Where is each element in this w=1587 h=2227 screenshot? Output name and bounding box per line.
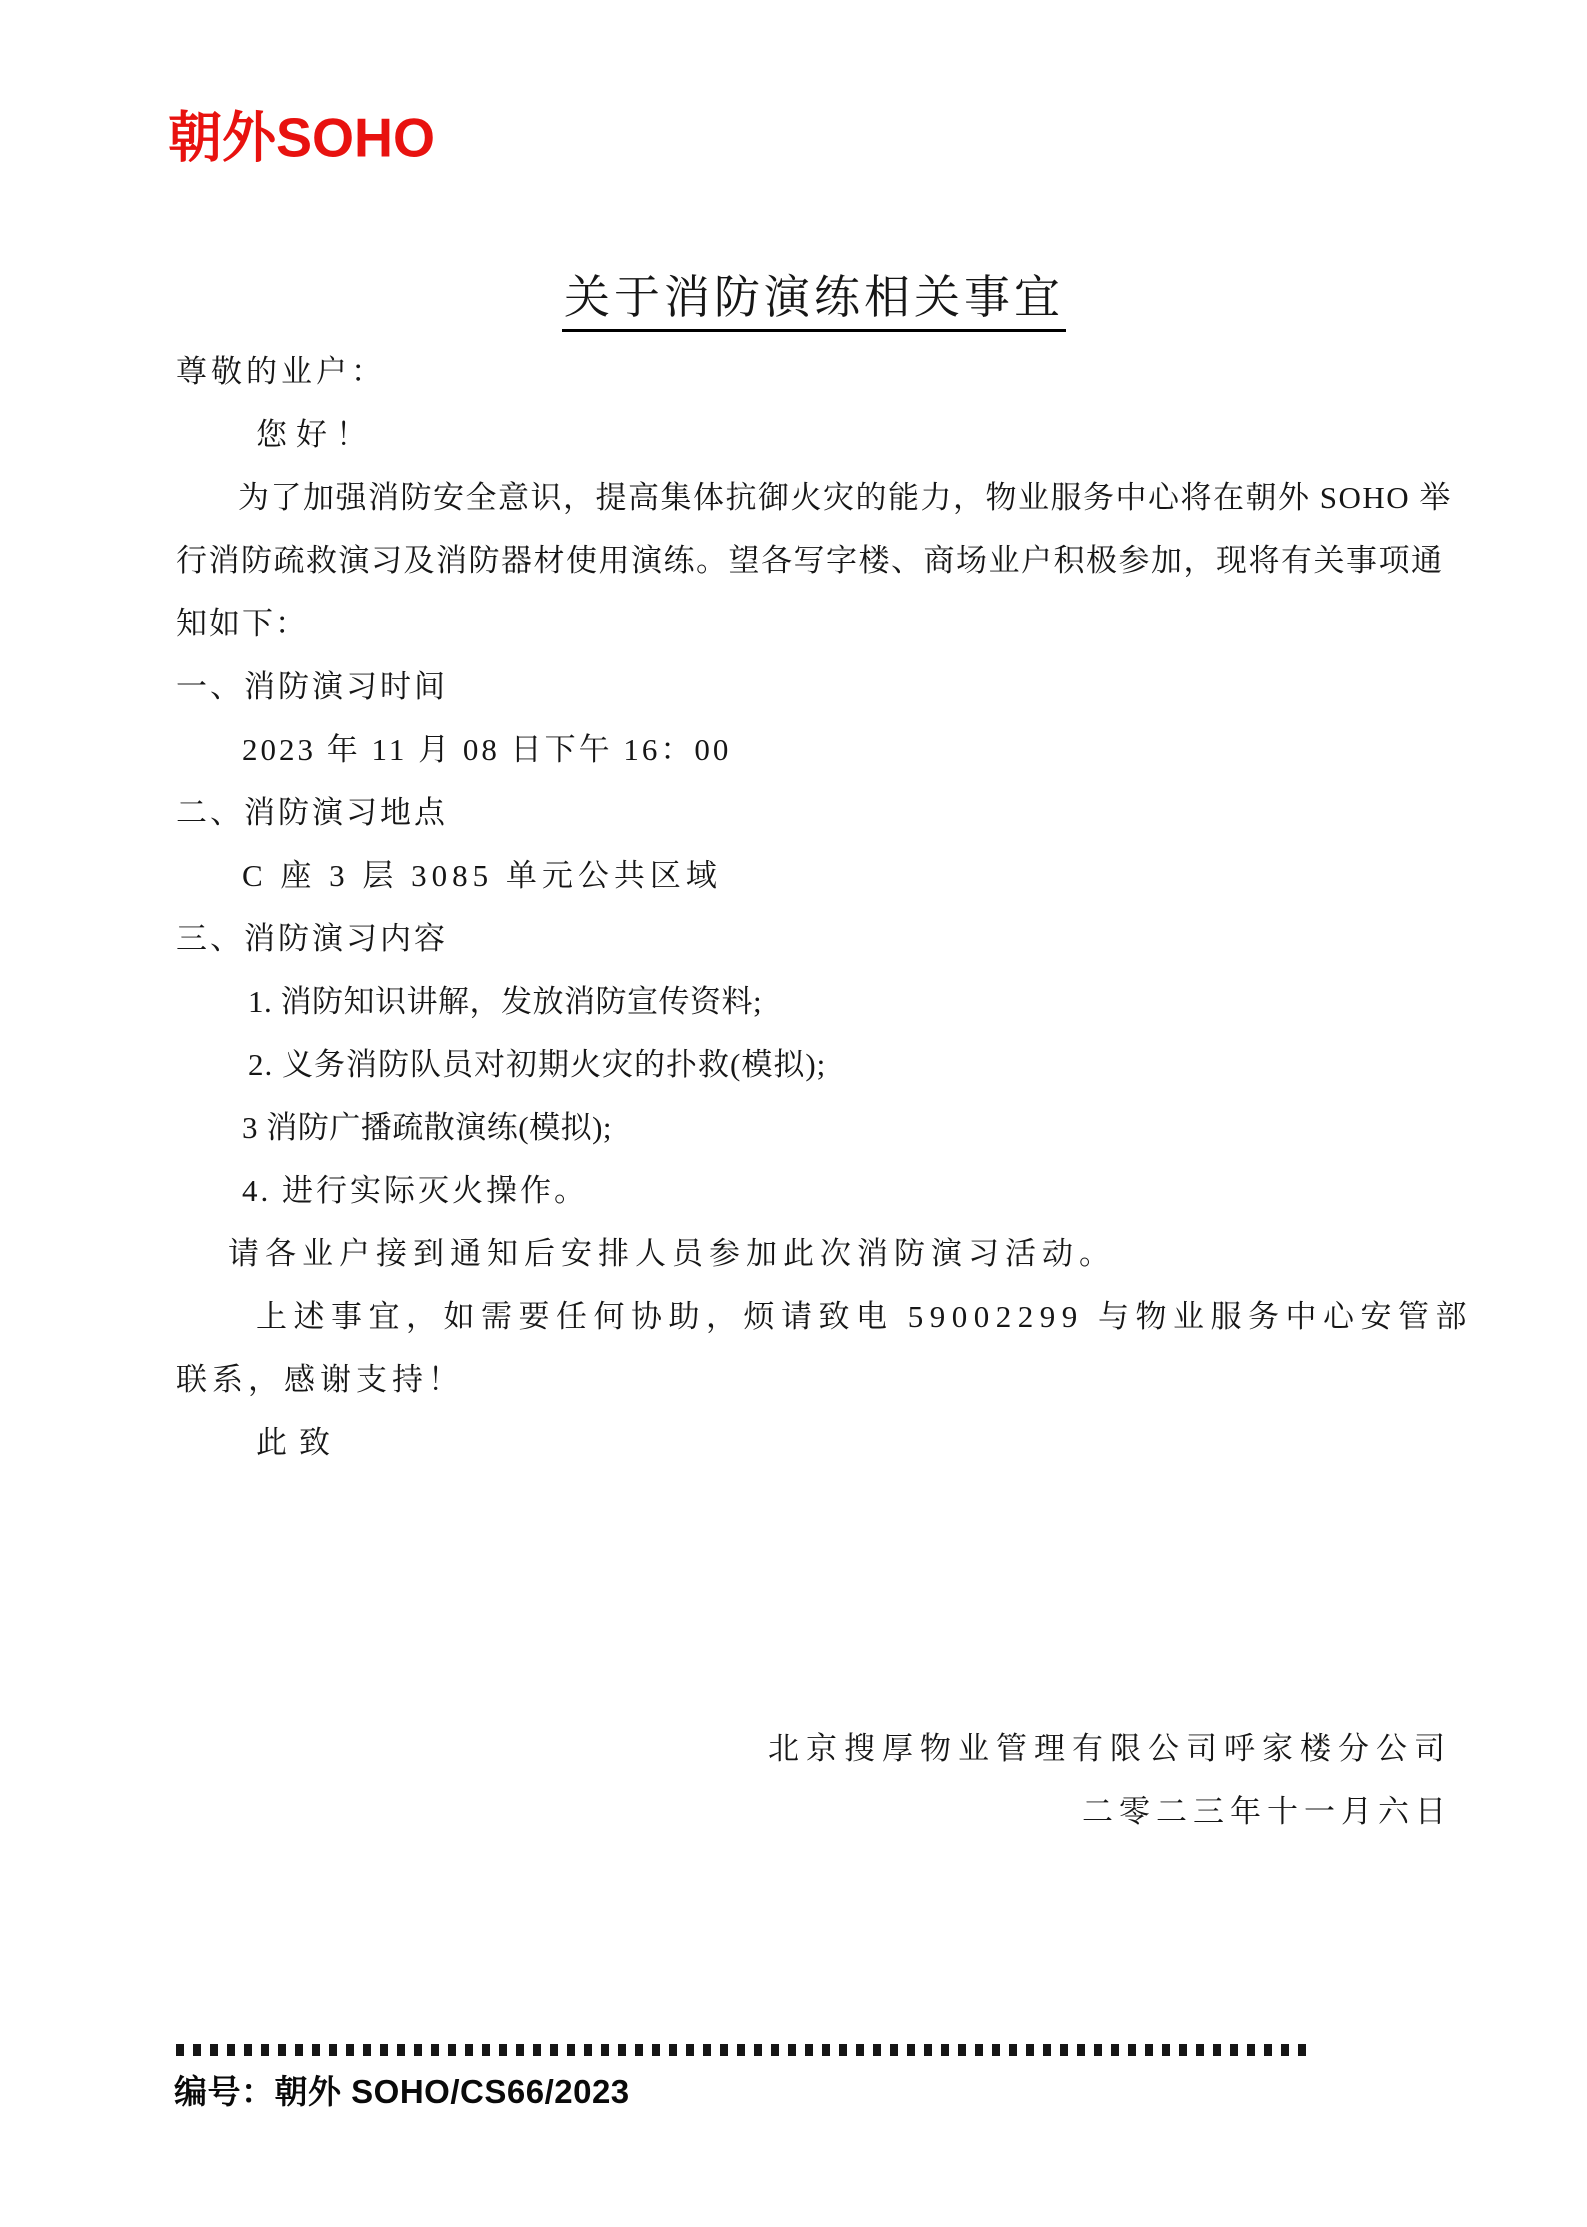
- title-row: [176, 272, 1452, 332]
- document-number: 编号：朝外 SOHO/CS66/2023: [174, 2073, 630, 2110]
- closing-line: 此致: [256, 1425, 342, 1460]
- paragraph-line: 知如下：: [176, 606, 308, 641]
- notice-body: [176, 340, 1473, 1474]
- paragraph-line: 行消防疏救演习及消防器材使用演练。望各写字楼、商场业户积极参加，现将有关事项通: [176, 543, 1444, 578]
- content-item-3: 3 消防广播疏散演练(模拟);: [242, 1110, 613, 1145]
- content-item-2: 2. 义务消防队员对初期火灾的扑救(模拟);: [248, 1047, 827, 1082]
- company-logo: 朝外SOHO: [168, 107, 436, 169]
- greeting-line: 尊敬的业户：: [176, 354, 386, 389]
- paragraph-line: 为了加强消防安全意识，提高集体抗御火灾的能力，物业服务中心将在朝外 SOHO 举: [238, 480, 1452, 515]
- signature-block: [176, 1717, 1452, 1843]
- hello-line: 您好！: [256, 417, 376, 452]
- section-3-heading: 三、消防演习内容: [176, 921, 448, 956]
- dashed-divider: [176, 2044, 1315, 2056]
- signature-company: 北京搜厚物业管理有限公司呼家楼分公司: [768, 1731, 1452, 1766]
- signature-date: 二零二三年十一月六日: [1082, 1794, 1452, 1829]
- contact-line: 上述事宜，如需要任何协助，烦请致电 59002299 与物业服务中心安管部: [256, 1299, 1473, 1334]
- participation-line: 请各业户接到通知后安排人员参加此次消防演习活动。: [228, 1236, 1116, 1271]
- section-1-heading: 一、消防演习时间: [176, 669, 448, 704]
- content-item-4: 4. 进行实际灭火操作。: [242, 1173, 588, 1208]
- drill-location-line: C 座 3 层 3085 单元公共区域: [242, 858, 722, 893]
- drill-time-line: 2023 年 11 月 08 日下午 16：00: [242, 732, 732, 767]
- thanks-line: 联系，感谢支持！: [176, 1362, 464, 1397]
- section-2-heading: 二、消防演习地点: [176, 795, 448, 830]
- content-item-1: 1. 消防知识讲解，发放消防宣传资料;: [248, 984, 763, 1019]
- page-title: 关于消防演练相关事宜: [562, 272, 1066, 332]
